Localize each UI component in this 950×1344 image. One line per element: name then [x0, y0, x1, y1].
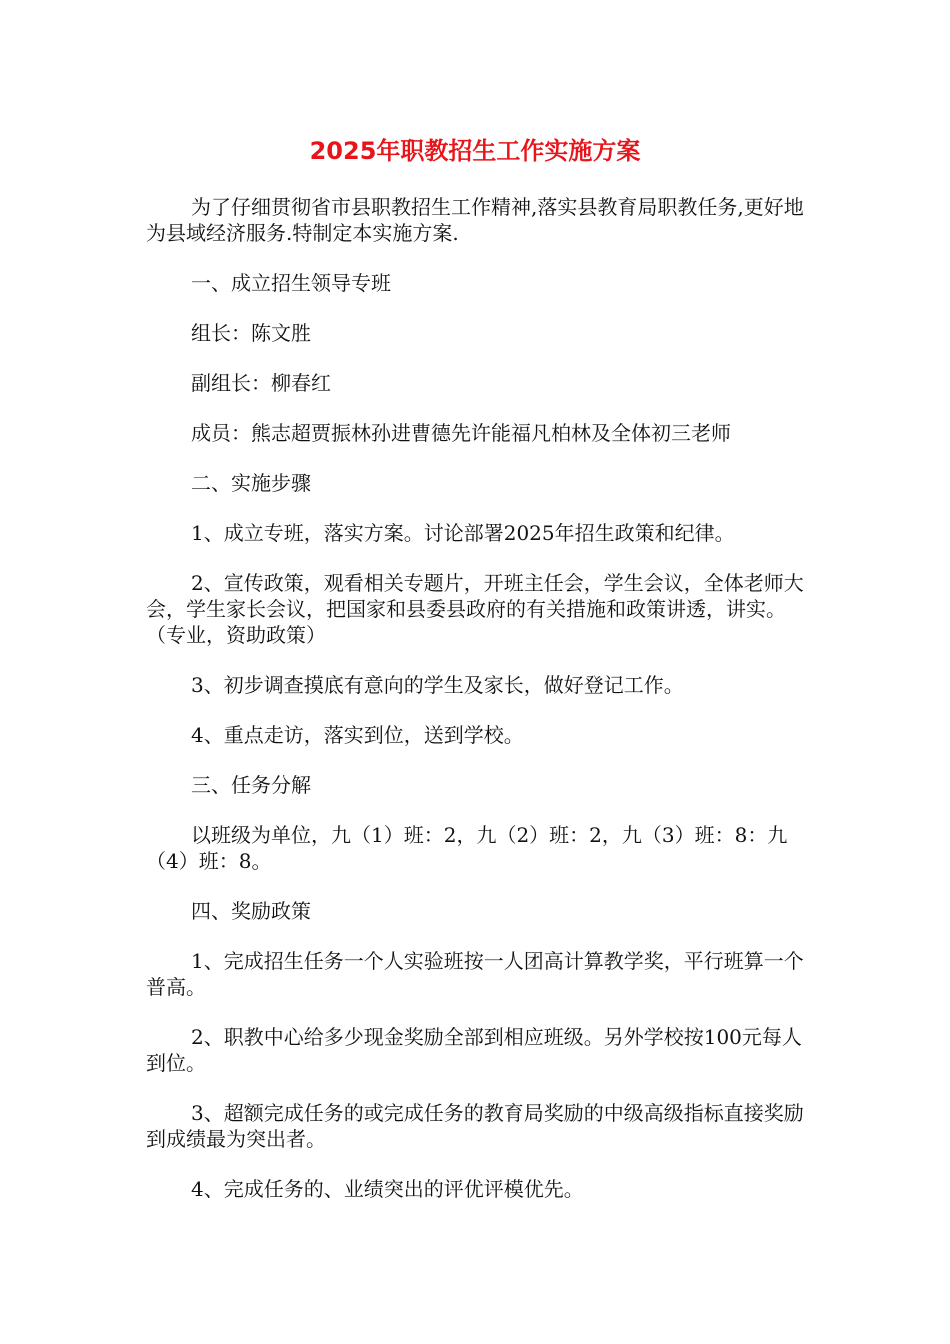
section-heading-tasks: 三、任务分解 [191, 773, 311, 797]
paragraph-step-1: 1、成立专班，落实方案。讨论部署2025年招生政策和纪律。 [191, 521, 735, 545]
section-heading-rewards: 四、奖励政策 [191, 899, 311, 923]
paragraph-task-breakdown: 以班级为单位，九（1）班：2，九（2）班：2，九（3）班：8：九（4）班：8。 [146, 823, 788, 873]
paragraph-leader: 组长：陈文胜 [191, 321, 311, 345]
paragraph-intro: 为了仔细贯彻省市县职教招生工作精神,落实县教育局职教任务,更好地为县域经济服务.特制定本实施方案. [146, 195, 804, 245]
paragraph-step-3: 3、初步调查摸底有意向的学生及家长，做好登记工作。 [191, 673, 684, 697]
document-body [146, 194, 810, 1226]
paragraph-members: 成员：熊志超贾振林孙进曹德先许能福凡柏林及全体初三老师 [191, 421, 731, 445]
document-title: 2025年职教招生工作实施方案 [309, 137, 641, 165]
section-heading-steps: 二、实施步骤 [191, 471, 311, 495]
paragraph-reward-4: 4、完成任务的、业绩突出的评优评模优先。 [191, 1177, 584, 1201]
paragraph-step-4: 4、重点走访，落实到位，送到学校。 [191, 723, 524, 747]
paragraph-reward-1: 1、完成招生任务一个人实验班按一人团高计算教学奖，平行班算一个普高。 [146, 949, 804, 999]
paragraph-reward-2: 2、职教中心给多少现金奖励全部到相应班级。另外学校按100元每人到位。 [146, 1025, 802, 1075]
paragraph-reward-3: 3、超额完成任务的或完成任务的教育局奖励的中级高级指标直接奖励到成绩最为突出者。 [146, 1101, 804, 1151]
paragraph-step-2: 2、宣传政策，观看相关专题片，开班主任会，学生会议，全体老师大会，学生家长会议，把国家和县委县政府的有关措施和政策讲透，讲实。（专业，资助政策） [146, 571, 804, 647]
section-heading-leadership: 一、成立招生领导专班 [191, 271, 391, 295]
paragraph-deputy-leader: 副组长：柳春红 [191, 371, 331, 395]
